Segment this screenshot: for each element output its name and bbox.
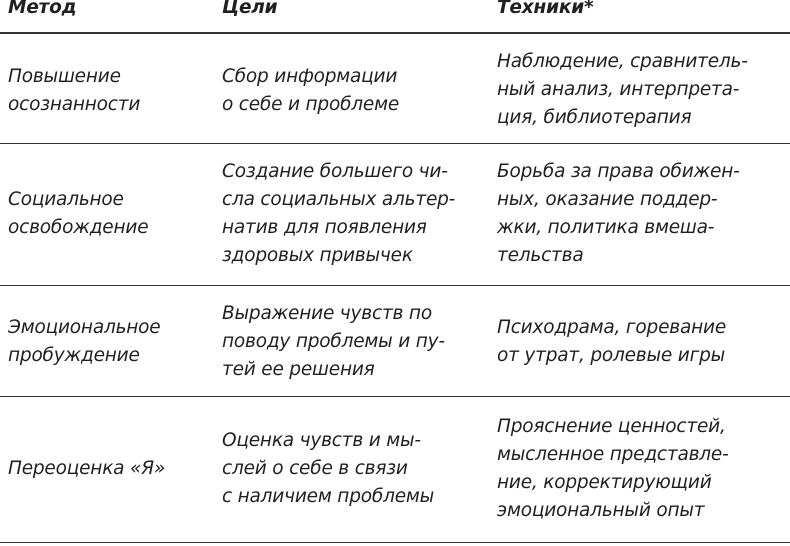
goals-cell: Создание большего чи- сла социальных альтер- натив для появления здоровых привычек <box>222 161 456 266</box>
table-row <box>0 397 790 543</box>
header-method: Метод <box>8 0 77 18</box>
techniques-cell: Наблюдение, сравнитель- ный анализ, интерпрета- ция, библиотерапия <box>497 51 748 128</box>
techniques-cell: Прояснение ценностей, мысленное представле- ние, корректирующий эмоциональный опыт <box>497 416 729 521</box>
goals-cell: Сбор информации о себе и проблеме <box>222 66 400 115</box>
table-row <box>0 286 790 396</box>
goals-cell: Выражение чувств по поводу проблемы и пу- тей ее решения <box>222 303 445 380</box>
table-row <box>0 34 790 144</box>
method-cell: Повышение осознанности <box>8 66 141 115</box>
method-cell: Социальное освобождение <box>8 189 149 238</box>
table-header <box>0 0 790 33</box>
table-bottom-border <box>0 542 790 543</box>
goals-cell: Оценка чувств и мы- слей о себе в связи с наличием проблемы <box>222 430 435 507</box>
header-techniques: Техники* <box>497 0 594 18</box>
header-goals: Цели <box>222 0 278 18</box>
table-row <box>0 144 790 285</box>
techniques-cell: Борьба за права обижен- ных, оказание поддер- жки, политика вмеша- тельства <box>497 161 740 266</box>
method-cell: Эмоциональное пробуждение <box>8 317 161 366</box>
method-cell: Переоценка «Я» <box>8 458 166 479</box>
techniques-cell: Психодрама, горевание от утрат, ролевые игры <box>497 317 727 366</box>
